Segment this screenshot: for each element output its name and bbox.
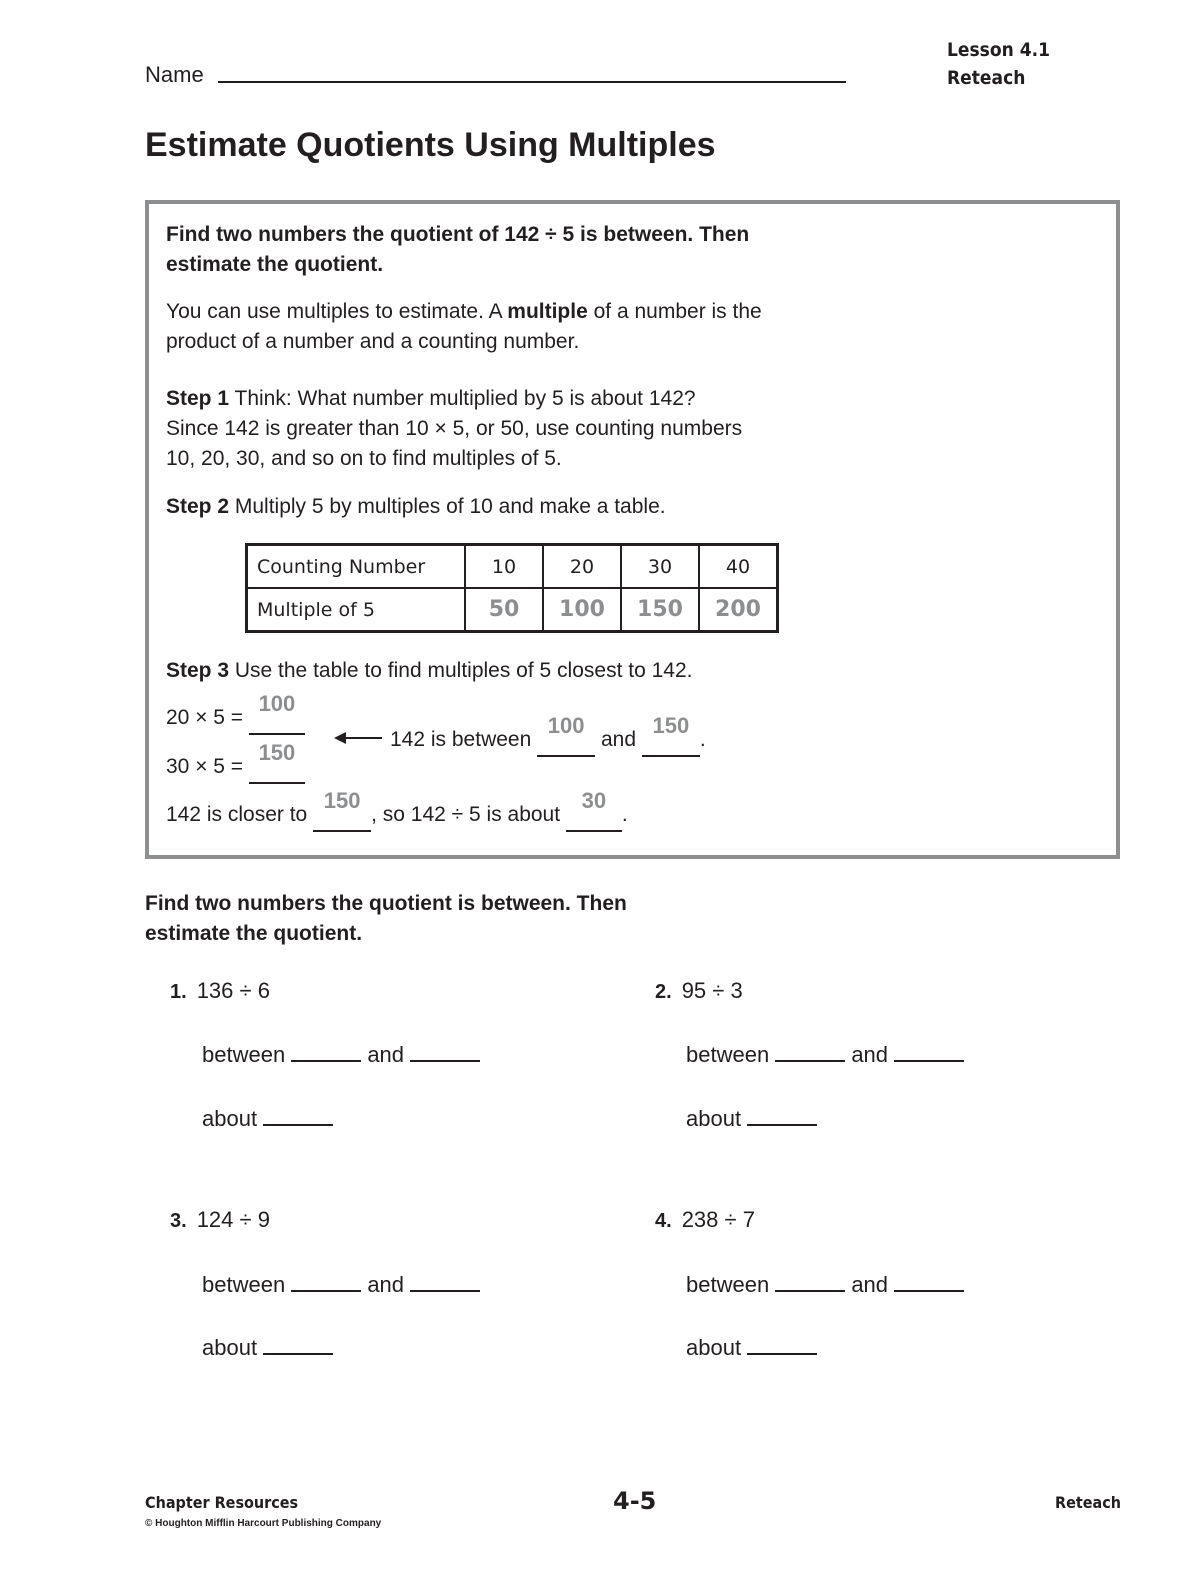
- table-cell: 30: [621, 545, 699, 589]
- row-label-counting: Counting Number: [247, 545, 466, 589]
- problem-1-about: [202, 1106, 333, 1132]
- page-title: Estimate Quotients Using Multiples: [145, 126, 716, 164]
- between-text: 142 is between: [390, 728, 532, 751]
- lesson-label: [947, 36, 1050, 92]
- problem-expression: 238 ÷ 7: [681, 1207, 755, 1232]
- problem-3-about: [202, 1335, 333, 1361]
- footer-reteach: Reteach: [1055, 1493, 1121, 1512]
- closer-text: 142 is closer to: [166, 803, 308, 826]
- lesson-type: Reteach: [947, 67, 1026, 89]
- answer-blank[interactable]: [775, 1060, 845, 1062]
- problem-expression: 136 ÷ 6: [196, 978, 270, 1003]
- problem-expression: 124 ÷ 9: [196, 1207, 270, 1232]
- and-text: and: [600, 728, 637, 751]
- about-word: about: [202, 1335, 258, 1360]
- between-word: between: [202, 1272, 286, 1297]
- step1-line3: 10, 20, 30, and so on to find multiples of 5.: [166, 447, 562, 470]
- problem-expression: 95 ÷ 3: [681, 978, 743, 1003]
- table-row: [247, 588, 778, 632]
- footer-copyright: © Houghton Mifflin Harcourt Publishing Company: [145, 1518, 382, 1529]
- page-number: 4-5: [613, 1487, 657, 1515]
- and-word: and: [851, 1272, 889, 1297]
- and-word: and: [367, 1272, 405, 1297]
- eq1-blank: [249, 691, 305, 735]
- problem-1: [170, 978, 270, 1004]
- footer-chapter-resources: Chapter Resources: [145, 1493, 299, 1512]
- answer-blank[interactable]: [775, 1290, 845, 1292]
- arrow-shaft: [345, 737, 382, 739]
- step3-text: Use the table to find multiples of 5 closest to 142.: [229, 659, 693, 682]
- step2-text: Multiply 5 by multiples of 10 and make a table.: [229, 495, 666, 518]
- between-statement: [390, 713, 706, 757]
- step1-label: Step 1: [166, 387, 230, 410]
- about-word: about: [686, 1106, 742, 1131]
- and-word: and: [367, 1042, 405, 1067]
- table-answer-cell: 50: [465, 588, 543, 632]
- about-word: about: [202, 1106, 258, 1131]
- step1-line2: Since 142 is greater than 10 × 5, or 50, use counting numbers: [166, 417, 743, 440]
- problem-1-between: [202, 1042, 480, 1068]
- answer-blank[interactable]: [410, 1290, 480, 1292]
- table-cell: 10: [465, 545, 543, 589]
- multiples-table: [245, 543, 779, 633]
- between-word: between: [202, 1042, 286, 1067]
- eq1-text: 20 × 5 =: [166, 706, 244, 729]
- eq2-blank: [249, 740, 305, 784]
- intro-a: You can use multiples to estimate. A: [166, 300, 508, 323]
- problem-2-about: [686, 1106, 817, 1132]
- closer-blank: [313, 788, 371, 832]
- problem-3-between: [202, 1272, 480, 1298]
- about-blank: [566, 788, 622, 832]
- intro-text: [166, 297, 762, 357]
- between-low-blank: [537, 713, 595, 757]
- practice-instructions-line1: Find two numbers the quotient is between. Then: [145, 892, 627, 915]
- intro-line2: product of a number and a counting number.: [166, 330, 580, 353]
- problem-number: 4.: [655, 1210, 672, 1232]
- so-text: , so 142 ÷ 5 is about: [371, 803, 561, 826]
- answer-blank[interactable]: [894, 1060, 964, 1062]
- arrow-left-icon: [334, 732, 346, 744]
- problem-2: [655, 978, 743, 1004]
- intro-term: multiple: [507, 300, 588, 323]
- equation-2: [166, 740, 305, 784]
- example-heading-line2: estimate the quotient.: [166, 253, 384, 276]
- practice-instructions-line2: estimate the quotient.: [145, 922, 363, 945]
- answer-blank[interactable]: [894, 1290, 964, 1292]
- problem-4-between: [686, 1272, 964, 1298]
- example-heading-line1: Find two numbers the quotient of 142 ÷ 5 is between. Then: [166, 223, 750, 246]
- step2: [166, 492, 666, 522]
- step2-label: Step 2: [166, 495, 230, 518]
- period: .: [621, 803, 628, 826]
- row-label-multiple: Multiple of 5: [247, 588, 466, 632]
- table-answer-cell: 200: [699, 588, 778, 632]
- table-cell: 20: [543, 545, 621, 589]
- problem-2-between: [686, 1042, 964, 1068]
- step1-text: Think: What number multiplied by 5 is about 142?: [229, 387, 696, 410]
- problem-number: 2.: [655, 981, 672, 1003]
- name-field[interactable]: [218, 81, 846, 83]
- practice-instructions: [145, 889, 627, 949]
- table-row: [247, 545, 778, 589]
- between-word: between: [686, 1272, 770, 1297]
- step1: [166, 384, 742, 474]
- between-high-answer: 150: [652, 713, 690, 738]
- answer-blank[interactable]: [263, 1353, 333, 1355]
- between-low-answer: 100: [547, 713, 585, 738]
- about-word: about: [686, 1335, 742, 1360]
- answer-blank[interactable]: [747, 1353, 817, 1355]
- answer-blank[interactable]: [291, 1290, 361, 1292]
- equation-1: [166, 691, 305, 735]
- between-high-blank: [642, 713, 700, 757]
- and-word: and: [851, 1042, 889, 1067]
- problem-3: [170, 1207, 270, 1233]
- answer-blank[interactable]: [410, 1060, 480, 1062]
- closer-statement: [166, 788, 628, 832]
- eq1-answer: 100: [258, 691, 296, 716]
- answer-blank[interactable]: [747, 1124, 817, 1126]
- between-word: between: [686, 1042, 770, 1067]
- about-answer: 30: [581, 788, 607, 813]
- step3-label: Step 3: [166, 659, 230, 682]
- answer-blank[interactable]: [291, 1060, 361, 1062]
- name-label: Name: [145, 62, 204, 87]
- problem-4-about: [686, 1335, 817, 1361]
- table-answer-cell: 150: [621, 588, 699, 632]
- period: .: [699, 728, 706, 751]
- problem-number: 3.: [170, 1210, 187, 1232]
- table-answer-cell: 100: [543, 588, 621, 632]
- lesson-number: Lesson 4.1: [947, 39, 1050, 61]
- problem-number: 1.: [170, 981, 187, 1003]
- intro-b: of a number is the: [587, 300, 762, 323]
- table-cell: 40: [699, 545, 778, 589]
- answer-blank[interactable]: [263, 1124, 333, 1126]
- example-heading: [166, 220, 749, 280]
- eq2-text: 30 × 5 =: [166, 755, 244, 778]
- step3: [166, 656, 692, 686]
- closer-answer: 150: [323, 788, 361, 813]
- problem-4: [655, 1207, 755, 1233]
- eq2-answer: 150: [258, 740, 296, 765]
